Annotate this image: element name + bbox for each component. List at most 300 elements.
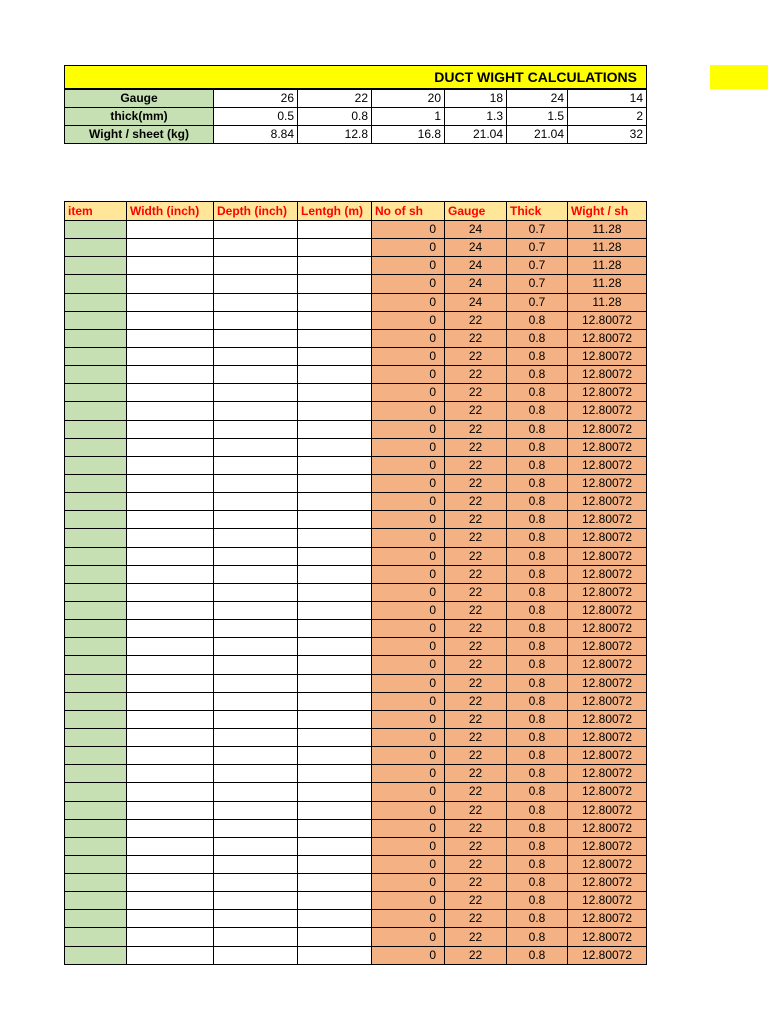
length-cell[interactable] xyxy=(298,493,372,511)
thick-cell[interactable]: 0.8 xyxy=(507,638,568,656)
item-cell[interactable] xyxy=(65,221,127,239)
column-length-header[interactable]: Lentgh (m) xyxy=(298,202,372,221)
depth-cell[interactable] xyxy=(214,801,298,819)
gauge-row-label[interactable]: Gauge xyxy=(65,90,214,108)
depth-cell[interactable] xyxy=(214,311,298,329)
thick-cell[interactable]: 0.8 xyxy=(507,946,568,964)
depth-cell[interactable] xyxy=(214,910,298,928)
gauge-value-cell[interactable]: 16.8 xyxy=(372,126,445,144)
thick-cell[interactable]: 0.8 xyxy=(507,837,568,855)
width-cell[interactable] xyxy=(127,819,214,837)
sheets-cell[interactable]: 0 xyxy=(372,384,445,402)
sheets-cell[interactable]: 0 xyxy=(372,620,445,638)
width-cell[interactable] xyxy=(127,892,214,910)
sheets-cell[interactable]: 0 xyxy=(372,910,445,928)
width-cell[interactable] xyxy=(127,837,214,855)
gauge-cell[interactable]: 22 xyxy=(445,547,507,565)
item-cell[interactable] xyxy=(65,783,127,801)
thick-cell[interactable]: 0.8 xyxy=(507,728,568,746)
width-cell[interactable] xyxy=(127,692,214,710)
width-cell[interactable] xyxy=(127,293,214,311)
length-cell[interactable] xyxy=(298,692,372,710)
item-cell[interactable] xyxy=(65,620,127,638)
gauge-value-cell[interactable]: 1.5 xyxy=(507,108,568,126)
gauge-cell[interactable]: 22 xyxy=(445,347,507,365)
sheets-cell[interactable]: 0 xyxy=(372,583,445,601)
gauge-cell[interactable]: 22 xyxy=(445,511,507,529)
thick-cell[interactable]: 0.7 xyxy=(507,221,568,239)
gauge-row-label[interactable]: Wight / sheet (kg) xyxy=(65,126,214,144)
sheets-cell[interactable]: 0 xyxy=(372,275,445,293)
gauge-cell[interactable]: 22 xyxy=(445,874,507,892)
width-cell[interactable] xyxy=(127,239,214,257)
thick-cell[interactable]: 0.8 xyxy=(507,710,568,728)
weight-cell[interactable]: 12.80072 xyxy=(568,765,647,783)
gauge-cell[interactable]: 22 xyxy=(445,529,507,547)
thick-cell[interactable]: 0.8 xyxy=(507,329,568,347)
width-cell[interactable] xyxy=(127,801,214,819)
depth-cell[interactable] xyxy=(214,474,298,492)
sheets-cell[interactable]: 0 xyxy=(372,710,445,728)
weight-cell[interactable]: 12.80072 xyxy=(568,583,647,601)
width-cell[interactable] xyxy=(127,347,214,365)
gauge-cell[interactable]: 22 xyxy=(445,837,507,855)
length-cell[interactable] xyxy=(298,474,372,492)
width-cell[interactable] xyxy=(127,511,214,529)
depth-cell[interactable] xyxy=(214,620,298,638)
gauge-cell[interactable]: 22 xyxy=(445,656,507,674)
weight-cell[interactable]: 12.80072 xyxy=(568,384,647,402)
weight-cell[interactable]: 12.80072 xyxy=(568,347,647,365)
length-cell[interactable] xyxy=(298,438,372,456)
length-cell[interactable] xyxy=(298,765,372,783)
depth-cell[interactable] xyxy=(214,221,298,239)
item-cell[interactable] xyxy=(65,456,127,474)
length-cell[interactable] xyxy=(298,783,372,801)
gauge-cell[interactable]: 22 xyxy=(445,910,507,928)
weight-cell[interactable]: 12.80072 xyxy=(568,783,647,801)
depth-cell[interactable] xyxy=(214,892,298,910)
item-cell[interactable] xyxy=(65,601,127,619)
gauge-cell[interactable]: 22 xyxy=(445,928,507,946)
weight-cell[interactable]: 12.80072 xyxy=(568,928,647,946)
depth-cell[interactable] xyxy=(214,837,298,855)
weight-cell[interactable]: 12.80072 xyxy=(568,837,647,855)
width-cell[interactable] xyxy=(127,456,214,474)
length-cell[interactable] xyxy=(298,728,372,746)
sheets-cell[interactable]: 0 xyxy=(372,311,445,329)
depth-cell[interactable] xyxy=(214,874,298,892)
thick-cell[interactable]: 0.8 xyxy=(507,601,568,619)
sheets-cell[interactable]: 0 xyxy=(372,674,445,692)
length-cell[interactable] xyxy=(298,239,372,257)
depth-cell[interactable] xyxy=(214,438,298,456)
width-cell[interactable] xyxy=(127,674,214,692)
depth-cell[interactable] xyxy=(214,275,298,293)
item-cell[interactable] xyxy=(65,910,127,928)
weight-cell[interactable]: 12.80072 xyxy=(568,456,647,474)
length-cell[interactable] xyxy=(298,366,372,384)
item-cell[interactable] xyxy=(65,257,127,275)
sheets-cell[interactable]: 0 xyxy=(372,565,445,583)
gauge-value-cell[interactable]: 1.3 xyxy=(445,108,507,126)
thick-cell[interactable]: 0.8 xyxy=(507,402,568,420)
length-cell[interactable] xyxy=(298,420,372,438)
sheets-cell[interactable]: 0 xyxy=(372,293,445,311)
sheets-cell[interactable]: 0 xyxy=(372,402,445,420)
thick-cell[interactable]: 0.8 xyxy=(507,493,568,511)
item-cell[interactable] xyxy=(65,511,127,529)
thick-cell[interactable]: 0.8 xyxy=(507,874,568,892)
length-cell[interactable] xyxy=(298,855,372,873)
column-gauge-header[interactable]: Gauge xyxy=(445,202,507,221)
depth-cell[interactable] xyxy=(214,456,298,474)
thick-cell[interactable]: 0.8 xyxy=(507,620,568,638)
sheets-cell[interactable]: 0 xyxy=(372,257,445,275)
weight-cell[interactable]: 12.80072 xyxy=(568,674,647,692)
thick-cell[interactable]: 0.8 xyxy=(507,547,568,565)
length-cell[interactable] xyxy=(298,384,372,402)
thick-cell[interactable]: 0.8 xyxy=(507,565,568,583)
gauge-cell[interactable]: 22 xyxy=(445,892,507,910)
length-cell[interactable] xyxy=(298,311,372,329)
gauge-cell[interactable]: 22 xyxy=(445,311,507,329)
item-cell[interactable] xyxy=(65,275,127,293)
length-cell[interactable] xyxy=(298,801,372,819)
width-cell[interactable] xyxy=(127,474,214,492)
sheets-cell[interactable]: 0 xyxy=(372,801,445,819)
thick-cell[interactable]: 0.8 xyxy=(507,511,568,529)
item-cell[interactable] xyxy=(65,946,127,964)
thick-cell[interactable]: 0.8 xyxy=(507,583,568,601)
depth-cell[interactable] xyxy=(214,384,298,402)
sheets-cell[interactable]: 0 xyxy=(372,511,445,529)
sheets-cell[interactable]: 0 xyxy=(372,747,445,765)
sheets-cell[interactable]: 0 xyxy=(372,874,445,892)
column-thick-header[interactable]: Thick xyxy=(507,202,568,221)
gauge-value-cell[interactable]: 22 xyxy=(298,90,372,108)
depth-cell[interactable] xyxy=(214,529,298,547)
thick-cell[interactable]: 0.8 xyxy=(507,456,568,474)
weight-cell[interactable]: 12.80072 xyxy=(568,474,647,492)
gauge-cell[interactable]: 22 xyxy=(445,638,507,656)
length-cell[interactable] xyxy=(298,710,372,728)
weight-cell[interactable]: 12.80072 xyxy=(568,620,647,638)
depth-cell[interactable] xyxy=(214,747,298,765)
item-cell[interactable] xyxy=(65,874,127,892)
gauge-cell[interactable]: 22 xyxy=(445,765,507,783)
thick-cell[interactable]: 0.8 xyxy=(507,311,568,329)
gauge-cell[interactable]: 22 xyxy=(445,620,507,638)
weight-cell[interactable]: 12.80072 xyxy=(568,529,647,547)
depth-cell[interactable] xyxy=(214,257,298,275)
thick-cell[interactable]: 0.8 xyxy=(507,783,568,801)
length-cell[interactable] xyxy=(298,747,372,765)
length-cell[interactable] xyxy=(298,329,372,347)
width-cell[interactable] xyxy=(127,765,214,783)
item-cell[interactable] xyxy=(65,565,127,583)
weight-cell[interactable]: 12.80072 xyxy=(568,819,647,837)
gauge-cell[interactable]: 22 xyxy=(445,402,507,420)
item-cell[interactable] xyxy=(65,493,127,511)
width-cell[interactable] xyxy=(127,384,214,402)
weight-cell[interactable]: 12.80072 xyxy=(568,946,647,964)
length-cell[interactable] xyxy=(298,402,372,420)
gauge-cell[interactable]: 22 xyxy=(445,565,507,583)
depth-cell[interactable] xyxy=(214,347,298,365)
thick-cell[interactable]: 0.7 xyxy=(507,239,568,257)
weight-cell[interactable]: 12.80072 xyxy=(568,855,647,873)
depth-cell[interactable] xyxy=(214,565,298,583)
width-cell[interactable] xyxy=(127,366,214,384)
width-cell[interactable] xyxy=(127,221,214,239)
item-cell[interactable] xyxy=(65,293,127,311)
item-cell[interactable] xyxy=(65,747,127,765)
length-cell[interactable] xyxy=(298,656,372,674)
depth-cell[interactable] xyxy=(214,329,298,347)
width-cell[interactable] xyxy=(127,747,214,765)
depth-cell[interactable] xyxy=(214,710,298,728)
length-cell[interactable] xyxy=(298,601,372,619)
weight-cell[interactable]: 12.80072 xyxy=(568,547,647,565)
item-cell[interactable] xyxy=(65,710,127,728)
thick-cell[interactable]: 0.8 xyxy=(507,765,568,783)
width-cell[interactable] xyxy=(127,529,214,547)
length-cell[interactable] xyxy=(298,819,372,837)
weight-cell[interactable]: 12.80072 xyxy=(568,438,647,456)
item-cell[interactable] xyxy=(65,366,127,384)
column-weight-header[interactable]: Wight / sh xyxy=(568,202,647,221)
weight-cell[interactable]: 12.80072 xyxy=(568,801,647,819)
thick-cell[interactable]: 0.8 xyxy=(507,384,568,402)
gauge-cell[interactable]: 22 xyxy=(445,855,507,873)
width-cell[interactable] xyxy=(127,583,214,601)
weight-cell[interactable]: 11.28 xyxy=(568,275,647,293)
gauge-cell[interactable]: 22 xyxy=(445,384,507,402)
thick-cell[interactable]: 0.8 xyxy=(507,892,568,910)
sheets-cell[interactable]: 0 xyxy=(372,529,445,547)
sheets-cell[interactable]: 0 xyxy=(372,638,445,656)
sheets-cell[interactable]: 0 xyxy=(372,420,445,438)
item-cell[interactable] xyxy=(65,819,127,837)
thick-cell[interactable]: 0.8 xyxy=(507,910,568,928)
item-cell[interactable] xyxy=(65,529,127,547)
depth-cell[interactable] xyxy=(214,493,298,511)
weight-cell[interactable]: 12.80072 xyxy=(568,511,647,529)
weight-cell[interactable]: 12.80072 xyxy=(568,638,647,656)
depth-cell[interactable] xyxy=(214,293,298,311)
item-cell[interactable] xyxy=(65,928,127,946)
width-cell[interactable] xyxy=(127,420,214,438)
gauge-value-cell[interactable]: 26 xyxy=(214,90,298,108)
length-cell[interactable] xyxy=(298,293,372,311)
gauge-value-cell[interactable]: 2 xyxy=(568,108,647,126)
depth-cell[interactable] xyxy=(214,819,298,837)
gauge-value-cell[interactable]: 21.04 xyxy=(507,126,568,144)
weight-cell[interactable]: 12.80072 xyxy=(568,329,647,347)
depth-cell[interactable] xyxy=(214,402,298,420)
sheets-cell[interactable]: 0 xyxy=(372,765,445,783)
weight-cell[interactable]: 12.80072 xyxy=(568,874,647,892)
thick-cell[interactable]: 0.8 xyxy=(507,692,568,710)
sheets-cell[interactable]: 0 xyxy=(372,783,445,801)
weight-cell[interactable]: 11.28 xyxy=(568,221,647,239)
gauge-cell[interactable]: 22 xyxy=(445,329,507,347)
length-cell[interactable] xyxy=(298,674,372,692)
item-cell[interactable] xyxy=(65,384,127,402)
width-cell[interactable] xyxy=(127,275,214,293)
title-highlight-cell[interactable] xyxy=(710,65,768,89)
length-cell[interactable] xyxy=(298,275,372,293)
item-cell[interactable] xyxy=(65,801,127,819)
gauge-cell[interactable]: 22 xyxy=(445,783,507,801)
item-cell[interactable] xyxy=(65,656,127,674)
sheets-cell[interactable]: 0 xyxy=(372,366,445,384)
sheets-cell[interactable]: 0 xyxy=(372,837,445,855)
gauge-cell[interactable]: 24 xyxy=(445,239,507,257)
gauge-cell[interactable]: 24 xyxy=(445,257,507,275)
item-cell[interactable] xyxy=(65,892,127,910)
column-item-header[interactable]: item xyxy=(65,202,127,221)
gauge-cell[interactable]: 22 xyxy=(445,420,507,438)
length-cell[interactable] xyxy=(298,511,372,529)
length-cell[interactable] xyxy=(298,565,372,583)
sheets-cell[interactable]: 0 xyxy=(372,819,445,837)
item-cell[interactable] xyxy=(65,474,127,492)
sheets-cell[interactable]: 0 xyxy=(372,928,445,946)
item-cell[interactable] xyxy=(65,420,127,438)
thick-cell[interactable]: 0.8 xyxy=(507,474,568,492)
gauge-cell[interactable]: 22 xyxy=(445,474,507,492)
sheets-cell[interactable]: 0 xyxy=(372,221,445,239)
width-cell[interactable] xyxy=(127,565,214,583)
sheets-cell[interactable]: 0 xyxy=(372,456,445,474)
width-cell[interactable] xyxy=(127,601,214,619)
gauge-cell[interactable]: 22 xyxy=(445,456,507,474)
depth-cell[interactable] xyxy=(214,674,298,692)
width-cell[interactable] xyxy=(127,783,214,801)
sheets-cell[interactable]: 0 xyxy=(372,329,445,347)
thick-cell[interactable]: 0.7 xyxy=(507,293,568,311)
item-cell[interactable] xyxy=(65,347,127,365)
weight-cell[interactable]: 12.80072 xyxy=(568,402,647,420)
thick-cell[interactable]: 0.8 xyxy=(507,420,568,438)
depth-cell[interactable] xyxy=(214,583,298,601)
item-cell[interactable] xyxy=(65,692,127,710)
depth-cell[interactable] xyxy=(214,728,298,746)
weight-cell[interactable]: 12.80072 xyxy=(568,311,647,329)
weight-cell[interactable]: 11.28 xyxy=(568,293,647,311)
gauge-value-cell[interactable]: 1 xyxy=(372,108,445,126)
gauge-cell[interactable]: 24 xyxy=(445,275,507,293)
gauge-row-label[interactable]: thick(mm) xyxy=(65,108,214,126)
gauge-value-cell[interactable]: 14 xyxy=(568,90,647,108)
weight-cell[interactable]: 12.80072 xyxy=(568,728,647,746)
gauge-value-cell[interactable]: 21.04 xyxy=(445,126,507,144)
sheets-cell[interactable]: 0 xyxy=(372,892,445,910)
item-cell[interactable] xyxy=(65,547,127,565)
depth-cell[interactable] xyxy=(214,547,298,565)
depth-cell[interactable] xyxy=(214,638,298,656)
column-depth-header[interactable]: Depth (inch) xyxy=(214,202,298,221)
length-cell[interactable] xyxy=(298,347,372,365)
thick-cell[interactable]: 0.8 xyxy=(507,801,568,819)
width-cell[interactable] xyxy=(127,402,214,420)
gauge-cell[interactable]: 22 xyxy=(445,801,507,819)
item-cell[interactable] xyxy=(65,674,127,692)
length-cell[interactable] xyxy=(298,638,372,656)
length-cell[interactable] xyxy=(298,620,372,638)
thick-cell[interactable]: 0.7 xyxy=(507,257,568,275)
length-cell[interactable] xyxy=(298,892,372,910)
item-cell[interactable] xyxy=(65,438,127,456)
item-cell[interactable] xyxy=(65,239,127,257)
sheets-cell[interactable]: 0 xyxy=(372,728,445,746)
length-cell[interactable] xyxy=(298,529,372,547)
item-cell[interactable] xyxy=(65,329,127,347)
thick-cell[interactable]: 0.8 xyxy=(507,674,568,692)
title-cell[interactable] xyxy=(64,65,647,89)
depth-cell[interactable] xyxy=(214,928,298,946)
gauge-value-cell[interactable]: 12.8 xyxy=(298,126,372,144)
sheets-cell[interactable]: 0 xyxy=(372,692,445,710)
width-cell[interactable] xyxy=(127,874,214,892)
sheets-cell[interactable]: 0 xyxy=(372,438,445,456)
width-cell[interactable] xyxy=(127,638,214,656)
item-cell[interactable] xyxy=(65,765,127,783)
gauge-cell[interactable]: 22 xyxy=(445,674,507,692)
thick-cell[interactable]: 0.8 xyxy=(507,656,568,674)
width-cell[interactable] xyxy=(127,946,214,964)
depth-cell[interactable] xyxy=(214,239,298,257)
depth-cell[interactable] xyxy=(214,601,298,619)
gauge-cell[interactable]: 24 xyxy=(445,221,507,239)
gauge-value-cell[interactable]: 18 xyxy=(445,90,507,108)
thick-cell[interactable]: 0.8 xyxy=(507,438,568,456)
weight-cell[interactable]: 12.80072 xyxy=(568,493,647,511)
gauge-value-cell[interactable]: 0.5 xyxy=(214,108,298,126)
weight-cell[interactable]: 11.28 xyxy=(568,239,647,257)
gauge-cell[interactable]: 22 xyxy=(445,692,507,710)
weight-cell[interactable]: 12.80072 xyxy=(568,565,647,583)
width-cell[interactable] xyxy=(127,493,214,511)
gauge-cell[interactable]: 24 xyxy=(445,293,507,311)
thick-cell[interactable]: 0.8 xyxy=(507,928,568,946)
weight-cell[interactable]: 12.80072 xyxy=(568,366,647,384)
gauge-cell[interactable]: 22 xyxy=(445,747,507,765)
depth-cell[interactable] xyxy=(214,765,298,783)
length-cell[interactable] xyxy=(298,837,372,855)
weight-cell[interactable]: 12.80072 xyxy=(568,892,647,910)
length-cell[interactable] xyxy=(298,946,372,964)
gauge-cell[interactable]: 22 xyxy=(445,366,507,384)
gauge-value-cell[interactable]: 20 xyxy=(372,90,445,108)
sheets-cell[interactable]: 0 xyxy=(372,474,445,492)
gauge-cell[interactable]: 22 xyxy=(445,819,507,837)
width-cell[interactable] xyxy=(127,710,214,728)
width-cell[interactable] xyxy=(127,547,214,565)
weight-cell[interactable]: 12.80072 xyxy=(568,601,647,619)
width-cell[interactable] xyxy=(127,910,214,928)
thick-cell[interactable]: 0.8 xyxy=(507,747,568,765)
length-cell[interactable] xyxy=(298,928,372,946)
width-cell[interactable] xyxy=(127,855,214,873)
sheets-cell[interactable]: 0 xyxy=(372,239,445,257)
item-cell[interactable] xyxy=(65,728,127,746)
length-cell[interactable] xyxy=(298,583,372,601)
depth-cell[interactable] xyxy=(214,692,298,710)
thick-cell[interactable]: 0.7 xyxy=(507,275,568,293)
